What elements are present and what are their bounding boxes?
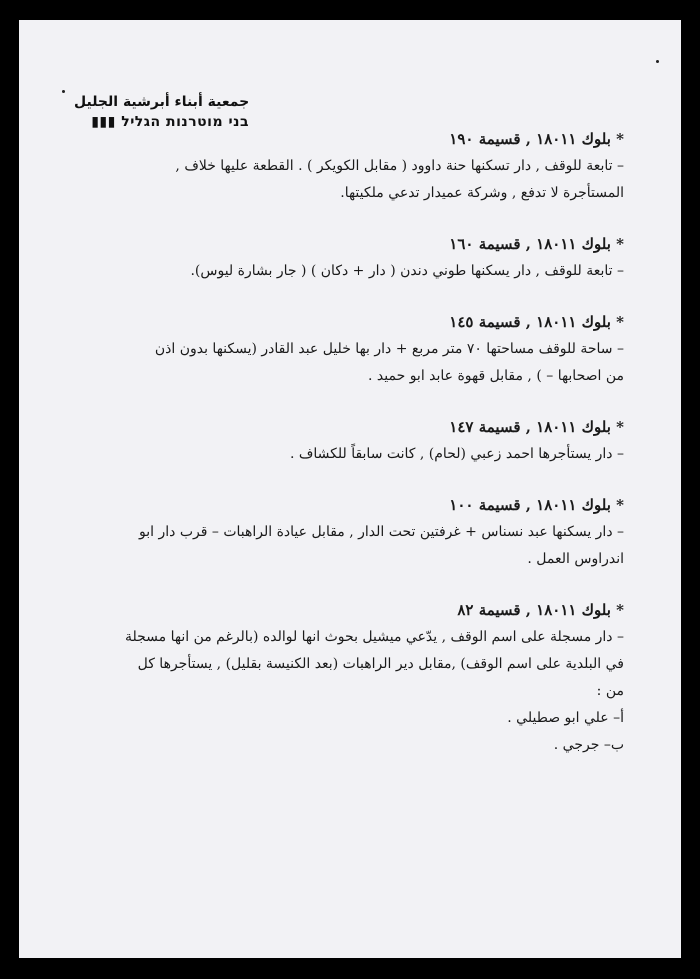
parcel-entry <box>74 125 624 207</box>
document-body <box>74 125 624 782</box>
entry-line: أ– علي ابو صطيلي . <box>507 710 624 726</box>
entry-line: – دار يستأجرها احمد زعبي (لحام) , كانت سابقاً للكشاف . <box>289 446 624 462</box>
entry-line: – تابعة للوقف , دار تسكنها حنة داوود ( مقابل الكويكر ) . القطعة عليها خلاف , <box>175 158 624 174</box>
parcel-entry <box>74 491 624 573</box>
entry-line: – ساحة للوقف مساحتها ٧٠ متر مربع + دار بها خليل عبد القادر (يسكنها بدون اذن <box>154 341 624 357</box>
entry-heading: * بلوك ١٨٠١١ , قسيمة ١٤٥ <box>449 313 624 331</box>
parcel-entry <box>74 596 624 759</box>
scan-speck <box>656 60 659 63</box>
entry-heading: * بلوك ١٨٠١١ , قسيمة ١٤٧ <box>449 418 624 436</box>
entry-line: – تابعة للوقف , دار يسكنها طوني دندن ( دار + دكان ) ( جار بشارة ليوس). <box>190 263 624 279</box>
entry-line: المستأجرة لا تدفع , وشركة عميدار تدعي ملكيتها. <box>340 185 624 201</box>
entry-line: – دار يسكنها عبد نسناس + غرفتين تحت الدار , مقابل عيادة الراهبات – قرب دار ابو <box>139 524 624 540</box>
entry-heading: * بلوك ١٨٠١١ , قسيمة ٨٢ <box>457 601 624 619</box>
entry-line: في البلدية على اسم الوقف) ,مقابل دير الراهبات (بعد الكنيسة بقليل) , يستأجرها كل <box>137 656 624 672</box>
entry-line: من : <box>596 683 624 699</box>
entry-line: ب– جرجي . <box>553 737 624 753</box>
parcel-entry <box>74 230 624 285</box>
entry-heading: * بلوك ١٨٠١١ , قسيمة ١٦٠ <box>449 235 624 253</box>
entry-heading: * بلوك ١٨٠١١ , قسيمة ١٠٠ <box>449 496 624 514</box>
stamp-line-arabic: جمعية أبناء أبرشية الجليل <box>74 94 250 110</box>
scan-speck <box>62 90 65 93</box>
parcel-entry <box>74 308 624 390</box>
entry-line: من اصحابها – ) , مقابل قهوة عابد ابو حميد . <box>368 368 624 384</box>
document-page <box>19 20 681 958</box>
entry-line: – دار مسجلة على اسم الوقف , يدّعي ميشيل بحوث انها لوالده (بالرغم من انها مسجلة <box>125 629 624 645</box>
stamp-line-hebrew: ▮▮▮ בני מוטרנות הגליל <box>91 114 249 130</box>
entry-line: اندراوس العمل . <box>527 551 624 567</box>
entry-heading: * بلوك ١٨٠١١ , قسيمة ١٩٠ <box>449 130 624 148</box>
parcel-entry <box>74 413 624 468</box>
